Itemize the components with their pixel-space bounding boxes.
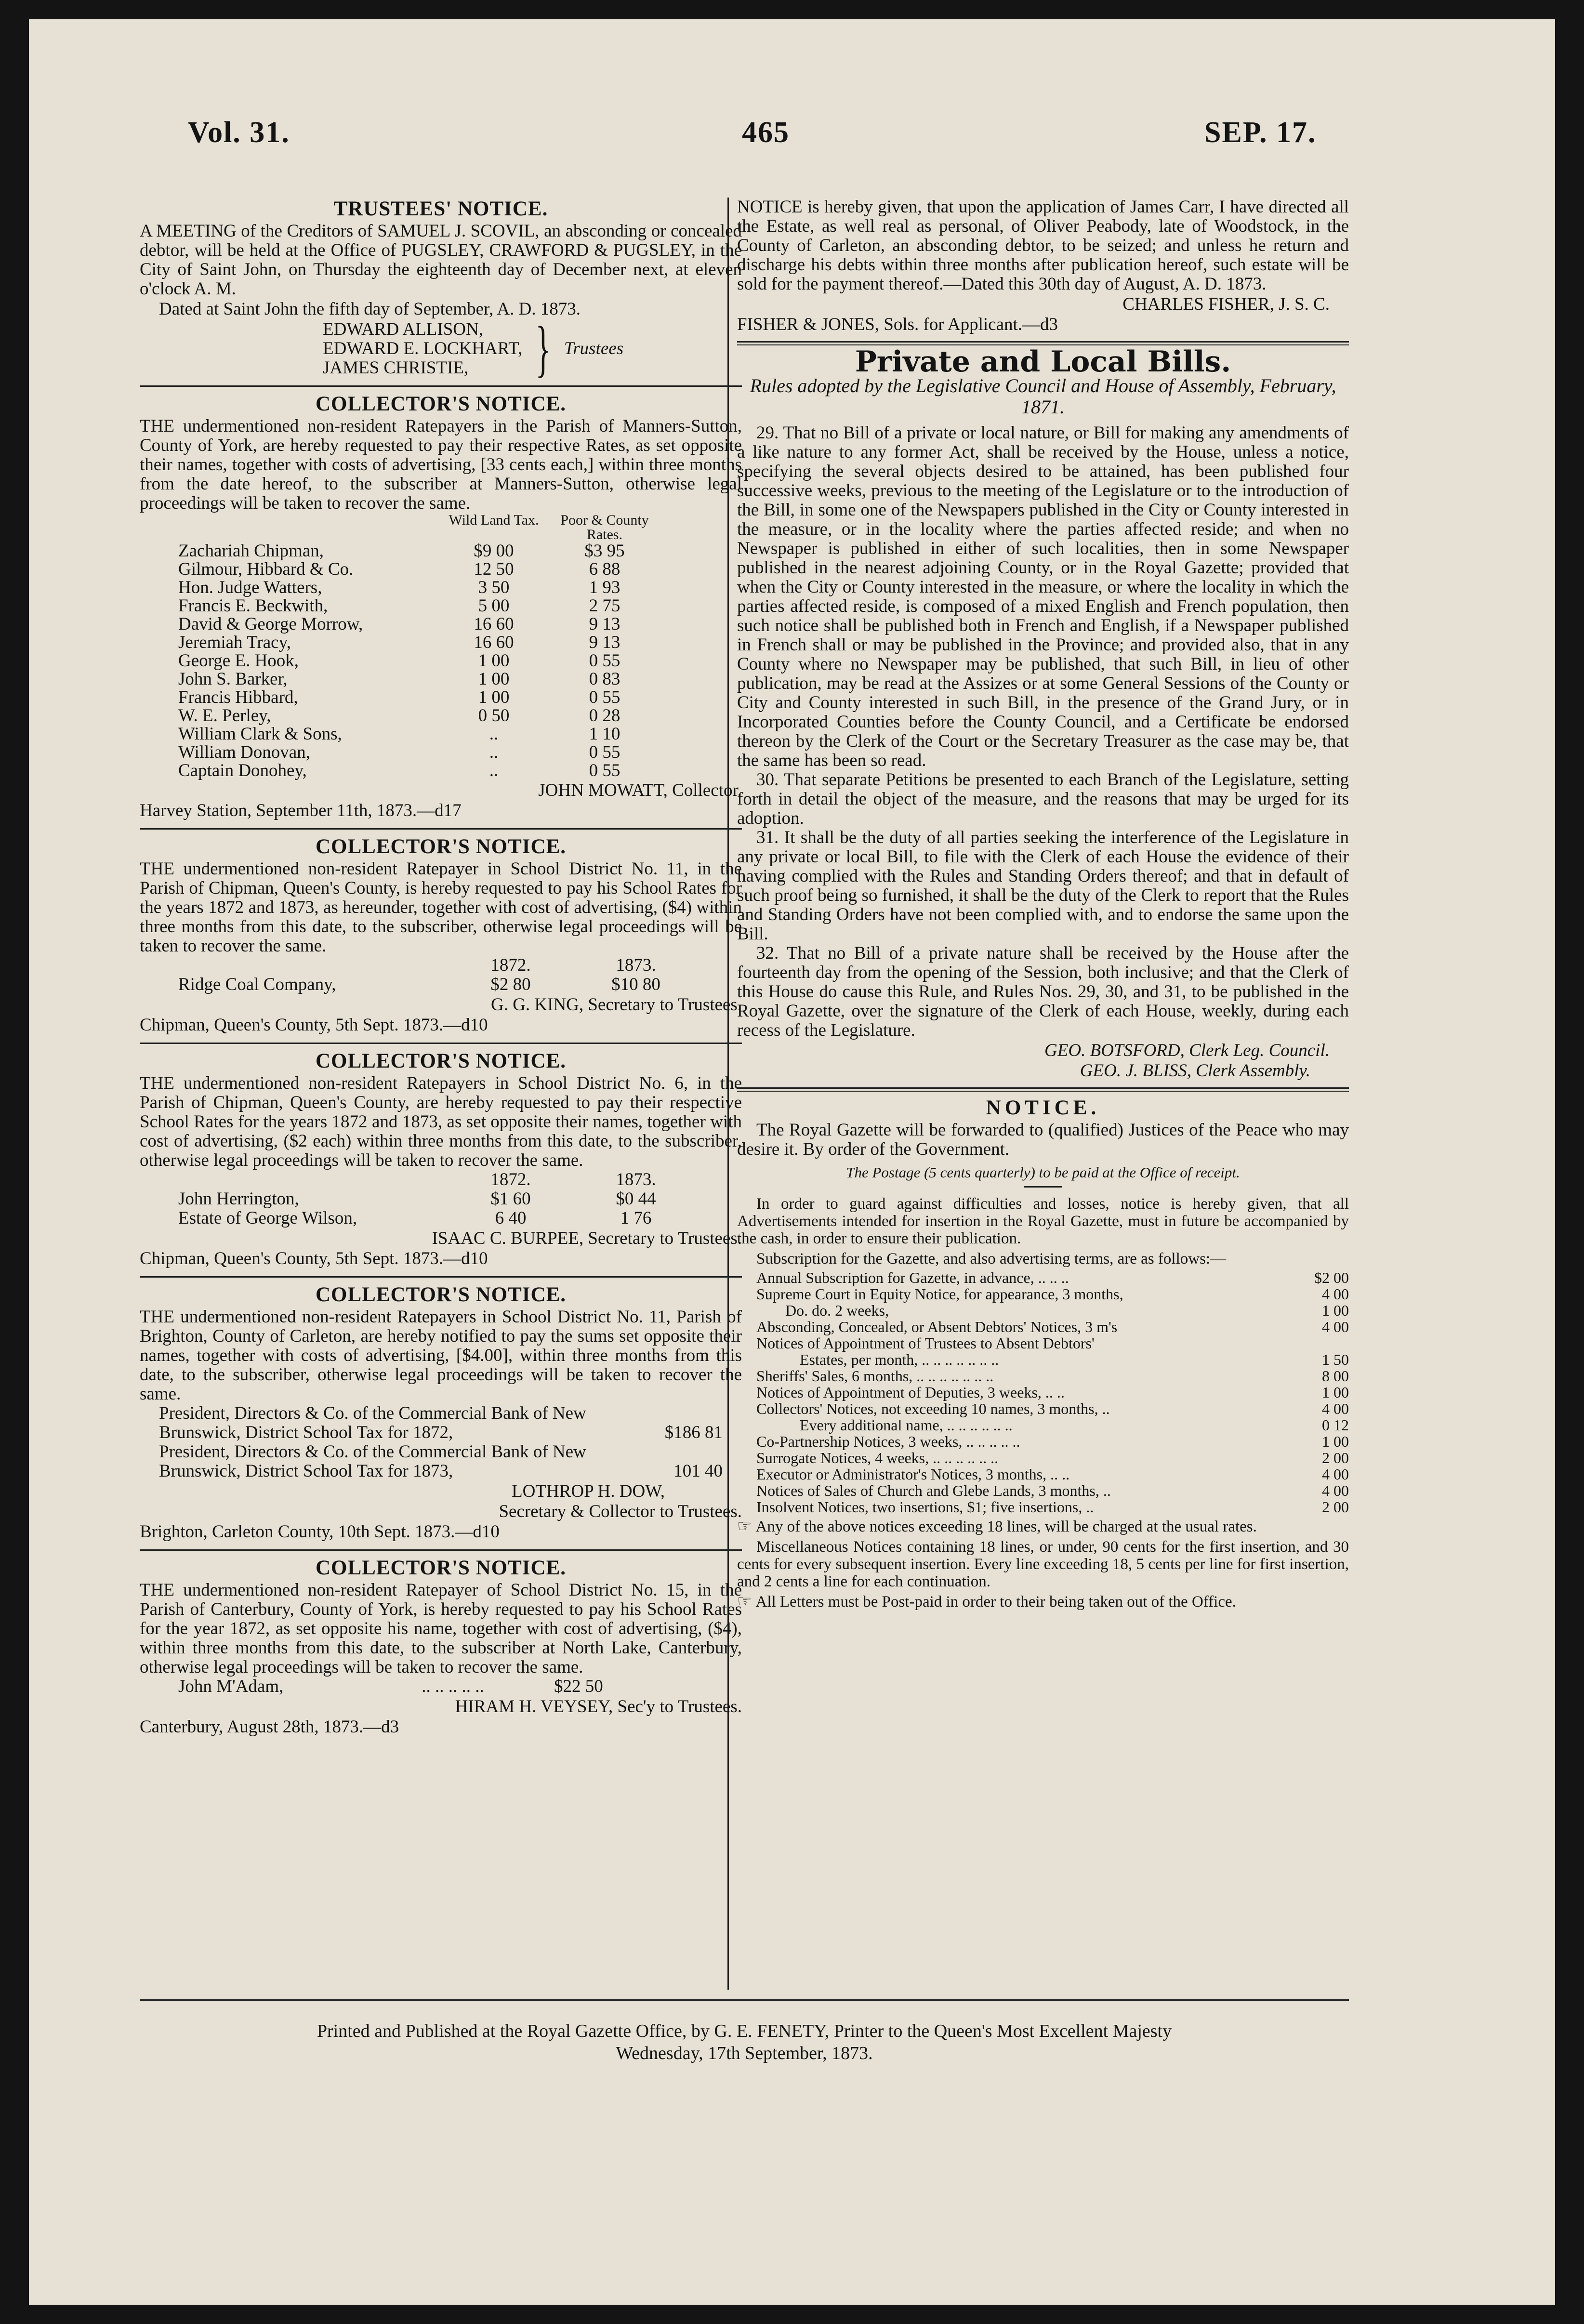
ratepayer-name: John S. Barker, [178, 669, 288, 689]
ratepayer-name: W. E. Perley, [178, 706, 271, 726]
rate-row [756, 1466, 1349, 1482]
collector-notice-4 [140, 1285, 742, 1542]
rate-row [756, 1417, 1349, 1433]
rate-amount: 2 00 [1322, 1449, 1349, 1466]
amount: 1 00 [478, 669, 510, 689]
rate-amount [1272, 1335, 1349, 1351]
divider [140, 385, 742, 387]
tax-table [159, 1404, 723, 1481]
table-row [140, 743, 660, 762]
amount: 16 60 [474, 633, 514, 652]
collector-notice-title: COLLECTOR'S NOTICE. [315, 1557, 566, 1579]
collector-notice-body: THE undermentioned non-resident Ratepayers in the Parish of Manners-Sutton, County of York, are hereby requested to pay their respective Rates, as set opposite their names, together with costs of advertising, [33 cents each,] within three months from the date hereof, to the subscriber at Manners-Sutton, otherwise legal proceedings will be taken to recover the same. [140, 416, 742, 513]
rate-row [756, 1302, 1349, 1319]
rule-29: 29. That no Bill of a private or local nature, or Bill for making any amendments of a like nature to any former Act, shall be received by the House, unless a notice, specifying the several objects desired to be attained, has been published four successive weeks, previous to the meeting of the Legislature or to the introduction of the Bill, in some one of the Newspapers published in the City or County interested in the measure, or in the locality where the parties affected reside; and when no Newspaper is published in either of such localities, then in some Newspaper published in the nearest adjoining County, or in the Royal Gazette; provided that when the City or County interested in the measure, or where the locality in which the parties affected reside, is composed of a mixed English and French population, then such notice shall be published both in French and English, if a Newspaper published in French shall or may be published in the Province; and provided also, that in any County where no Newspaper may be published, that such Bill, in lieu of other publication, may be read at the Assizes or at some General Sessions of the County or City and County interested in such Bill, in the presence of the Grand Jury, or in Incorporated Counties before the County Council, and a Certificate be endorsed thereon by the Clerk of the Court or the Secretary Treasurer as the case may be, that the same has been so read. [737, 423, 1349, 770]
carr-notice-body: NOTICE is hereby given, that upon the application of James Carr, I have directed all the Estate, as well real as personal, of Oliver Peabody, late of Woodstock, in the County of Carleton, an absconding debtor, to be seized; and unless he return and discharge his debts within three months after publication hereof, such estate will be sold for the payment thereof.—Dated this 30th day of August, A. D. 1873. [737, 197, 1349, 294]
divider [737, 1087, 1349, 1092]
imprint [140, 1999, 1349, 2064]
amount: 0 55 [589, 742, 620, 762]
amount: $10 80 [611, 975, 660, 994]
rate-label: Notices of Appointment of Deputies, 3 weeks, .. .. [756, 1384, 1065, 1401]
rate-row [756, 1499, 1349, 1515]
rate-label: Notices of Sales of Church and Glebe Lands, 3 months, .. [756, 1482, 1111, 1499]
exceeding-text: Any of the above notices exceeding 18 lines, will be charged at the usual rates. [755, 1518, 1257, 1535]
rate-row [756, 1351, 1349, 1368]
table-row [159, 1404, 723, 1442]
rate-amount: 1 50 [1322, 1351, 1349, 1368]
collector-notice-5 [140, 1558, 742, 1737]
rates-table [140, 1677, 650, 1696]
collector-notice-body: THE undermentioned non-resident Ratepayers in School District No. 6, in the Parish of Chipman, Queen's County, are hereby requested to pay their respective School Rates for the years 1872 and 1873, as set opposite their names, together with cost of advertising, ($2 each) within three months from this date, to the subscriber, otherwise legal proceedings will be taken to recover the same. [140, 1073, 742, 1170]
amount: .. [489, 724, 499, 744]
rate-amount: $2 00 [1314, 1269, 1349, 1286]
ratepayer-name: David & George Morrow, [178, 614, 363, 634]
rates-table [140, 1170, 699, 1228]
trustees-notice-dated: Dated at Saint John the fifth day of September, A. D. 1873. [159, 299, 581, 319]
divider [140, 828, 742, 830]
rate-amount: 8 00 [1322, 1367, 1349, 1385]
collector-notice-title: COLLECTOR'S NOTICE. [315, 835, 566, 858]
ratepayer-name: Ridge Coal Company, [178, 975, 336, 994]
amount: 0 55 [589, 687, 620, 707]
amount: 1 10 [589, 724, 620, 744]
year-header: 1872. [490, 1170, 531, 1189]
collector-dateline: Chipman, Queen's County, 5th Sept. 1873.—d10 [140, 1015, 488, 1035]
column-header: Wild Land Tax. [449, 512, 539, 528]
letters-text: All Letters must be Post-paid in order to their being taken out of the Office. [755, 1593, 1236, 1611]
page-number: 465 [742, 116, 790, 149]
collector-notice-body: THE undermentioned non-resident Ratepayer of School District No. 15, in the Parish of Canterbury, County of York, is hereby requested to pay his School Rates for the year 1872, as set opposite his name, together with cost of advertising, ($4), within three months from this date, to the subscriber at North Lake, Canterbury, otherwise legal proceedings will be taken to recover the same. [140, 1580, 742, 1677]
amount: 0 83 [589, 669, 620, 689]
amount: $186 81 [664, 1423, 723, 1442]
trustees-signatures [323, 314, 742, 383]
amount: 1 76 [620, 1208, 652, 1228]
rule-31: 31. It shall be the duty of all parties seeking the interference of the Legislature in any private or local Bill, to file with the Clerk of each House the evidence of their having complied with the Rules and Standing Orders thereof; and that in default of such proof being so furnished, it shall be the duty of the Clerk to report that the Rules and Standing Orders have not been complied with, and to endorse the same upon the Bill. [737, 828, 1349, 944]
trustees-notice [140, 198, 742, 383]
amount: $1 60 [490, 1189, 531, 1209]
collector-signature: JOHN MOWATT, Collector. [538, 780, 742, 800]
table-row [140, 707, 660, 725]
left-column [140, 198, 742, 1741]
ratepayer-name: Francis E. Beckwith, [178, 596, 328, 616]
ratepayer-name: Captain Donohey, [178, 761, 307, 780]
amount: 12 50 [474, 559, 514, 579]
rate-amount: 1 00 [1322, 1302, 1349, 1319]
notice-body: The Royal Gazette will be forwarded to (qualified) Justices of the Peace who may desire it. By order of the Government. [737, 1120, 1349, 1159]
collector-notice-3 [140, 1052, 742, 1268]
ratepayer-name: William Clark & Sons, [178, 724, 342, 744]
collector-signature: HIRAM H. VEYSEY, Sec'y to Trustees. [455, 1697, 742, 1717]
table-row [140, 688, 660, 707]
rule-30: 30. That separate Petitions be presented to each Branch of the Legislature, setting forth in detail the object of the measure, and the reasons that may be urged for its adoption. [737, 770, 1349, 828]
rate-amount: 0 12 [1322, 1416, 1349, 1434]
table-row [140, 579, 660, 597]
collector-notice-title: COLLECTOR'S NOTICE. [315, 393, 566, 415]
ratepayer-name: John Herrington, [178, 1189, 299, 1209]
collector-notice-1 [140, 395, 742, 820]
rate-amount: 4 00 [1322, 1285, 1349, 1303]
divider [140, 1549, 742, 1551]
trustee-name: EDWARD ALLISON, [323, 319, 483, 339]
ratepayer-name: William Donovan, [178, 742, 310, 762]
amount: 1 93 [589, 578, 620, 597]
tax-item: President, Directors & Co. of the Commercial Bank of New Brunswick, District School Tax for 1872, [159, 1403, 586, 1442]
tax-item: President, Directors & Co. of the Commercial Bank of New Brunswick, District School Tax for 1873, [159, 1442, 586, 1481]
amount: 9 13 [589, 614, 620, 634]
subscription-intro: Subscription for the Gazette, and also advertising terms, are as follows:— [756, 1250, 1227, 1268]
rate-row [756, 1384, 1349, 1400]
amount: $2 80 [490, 975, 531, 994]
rate-label: Every additional name, .. .. .. .. .. .. [800, 1416, 1013, 1434]
divider [140, 1043, 742, 1044]
trustees-notice-body: A MEETING of the Creditors of SAMUEL J. SCOVIL, an absconding or concealed debtor, will be held at the Office of PUGSLEY, CRAWFORD & PUGSLEY, in the City of Saint John, on Thursday the eighteenth day of December next, at eleven o'clock A. M. [140, 221, 742, 299]
private-local-bills [737, 345, 1349, 1081]
amount: 0 55 [589, 761, 620, 780]
rate-row [756, 1433, 1349, 1450]
table-row [140, 542, 660, 560]
collector-dateline: Canterbury, August 28th, 1873.—d3 [140, 1717, 399, 1737]
rate-amount: 4 00 [1322, 1400, 1349, 1417]
trustee-name: EDWARD E. LOCKHART, [323, 339, 523, 358]
rate-label: Sheriffs' Sales, 6 months, .. .. .. .. .. .. .. [756, 1367, 994, 1385]
collector-notice-body: THE undermentioned non-resident Ratepayer in School District No. 11, in the Parish of Chipman, Queen's County, is hereby requested to pay his School Rates for the years 1872 and 1873, as hereunder, together with cost of advertising, ($4) within three months from this date, to the subscriber, otherwise legal proceedings will be taken to recover the same. [140, 859, 742, 956]
amount: 16 60 [474, 614, 514, 634]
rate-amount: 4 00 [1322, 1482, 1349, 1499]
rate-label: Absconding, Concealed, or Absent Debtors' Notices, 3 m's [756, 1318, 1118, 1335]
ratepayer-name: Gilmour, Hibbard & Co. [178, 559, 354, 579]
amount: $9 00 [474, 541, 514, 561]
rate-amount: 1 00 [1322, 1433, 1349, 1450]
table-row [140, 1209, 699, 1228]
rate-label: Executor or Administrator's Notices, 3 months, .. .. [756, 1466, 1070, 1483]
divider [1024, 1186, 1062, 1188]
rates-table [140, 513, 660, 780]
rate-row [756, 1335, 1349, 1351]
table-row [140, 652, 660, 670]
collector-notice-2 [140, 837, 742, 1035]
gazette-notice [737, 1098, 1349, 1611]
amount: 6 40 [495, 1208, 527, 1228]
collector-dateline: Chipman, Queen's County, 5th Sept. 1873.—d10 [140, 1249, 488, 1268]
collector-dateline: Brighton, Carleton County, 10th Sept. 1873.—d10 [140, 1522, 500, 1542]
table-row [140, 1677, 650, 1696]
rate-amount: 4 00 [1322, 1318, 1349, 1335]
rate-label: Do. do. 2 weeks, [785, 1302, 889, 1319]
ratepayer-name: Estate of George Wilson, [178, 1208, 357, 1228]
amount: .. [489, 742, 499, 762]
amount: 0 28 [589, 706, 620, 726]
year-header: 1873. [616, 955, 656, 975]
gazette-page [29, 19, 1555, 2305]
rate-row [756, 1286, 1349, 1302]
amount: 101 40 [673, 1461, 723, 1481]
amount: 0 55 [589, 651, 620, 671]
clerk-signature: GEO. BOTSFORD, Clerk Leg. Council. [1044, 1041, 1330, 1060]
table-row [140, 560, 660, 579]
misc-notices: Miscellaneous Notices containing 18 lines, or under, 90 cents for the first insertion, and 30 cents for every subsequent insertion. Every line exceeding 18, 5 cents per line for first insertion, and 2 cents a line for each continuation. [737, 1538, 1349, 1590]
rate-label: Notices of Appointment of Trustees to Absent Debtors' [756, 1334, 1095, 1352]
collector-notice-body: THE undermentioned non-resident Ratepayers in School District No. 11, Parish of Brighton, County of Carleton, are hereby notified to pay the sums set opposite their names, together with costs of advertising, [$4.00], within three months from this date, to the subscriber, otherwise legal proceedings will be taken to recover the same. [140, 1307, 742, 1404]
collector-notice-title: COLLECTOR'S NOTICE. [315, 1283, 566, 1306]
rate-amount: 4 00 [1322, 1466, 1349, 1483]
table-row [140, 597, 660, 615]
imprint-date: Wednesday, 17th September, 1873. [616, 2043, 873, 2063]
bills-title: Private and Local Bills. [855, 345, 1231, 379]
rates-table [140, 956, 699, 994]
carr-notice [737, 198, 1349, 334]
amount: 2 75 [589, 596, 620, 616]
column-header: Poor & County Rates. [560, 512, 649, 542]
brace-glyph: } [535, 314, 551, 383]
divider [140, 1999, 1349, 2001]
issue-date: SEP. 17. [1204, 116, 1317, 149]
solicitors-line: FISHER & JONES, Sols. for Applicant.—d3 [737, 315, 1058, 334]
imprint-line: Printed and Published at the Royal Gazette Office, by G. E. FENETY, Printer to the Queen's Most Excellent Majesty [317, 2021, 1172, 2041]
amount: 6 88 [589, 559, 620, 579]
amount: 9 13 [589, 633, 620, 652]
amount: 1 00 [478, 651, 510, 671]
collector-signature: Secretary & Collector to Trustees. [499, 1502, 742, 1521]
volume-label: Vol. 31. [188, 116, 290, 149]
notice-title: NOTICE. [986, 1096, 1100, 1119]
rule-32: 32. That no Bill of a private nature shall be received by the House after the fourteenth day from the opening of the Session, both inclusive; and that the Clerk of this House do cause this Rule, and Rules Nos. 29, 30, and 31, to be published in the Royal Gazette, over the signature of the Clerk of each House, weekly, during each recess of the Legislature. [737, 943, 1349, 1040]
rate-label: Supreme Court in Equity Notice, for appearance, 3 months, [756, 1285, 1123, 1303]
ratepayer-name: Jeremiah Tracy, [178, 633, 291, 652]
year-header: 1873. [616, 1170, 656, 1189]
right-column [737, 198, 1349, 1614]
collector-signature: LOTHROP H. DOW, [512, 1481, 665, 1501]
divider [140, 1276, 742, 1278]
collector-dateline: Harvey Station, September 11th, 1873.—d17 [140, 801, 462, 820]
amount: 1 00 [478, 687, 510, 707]
trustee-name: JAMES CHRISTIE, [323, 358, 469, 378]
ratepayer-name: Zachariah Chipman, [178, 541, 324, 561]
rate-row [756, 1368, 1349, 1384]
rate-amount: 1 00 [1322, 1384, 1349, 1401]
collector-signature: ISAAC C. BURPEE, Secretary to Trustees. [432, 1228, 742, 1248]
ratepayer-name: Hon. Judge Watters, [178, 578, 322, 597]
postage-note: The Postage (5 cents quarterly) to be paid at the Office of receipt. [846, 1164, 1240, 1181]
rate-label: Estates, per month, .. .. .. .. .. .. .. [800, 1351, 999, 1368]
clerk-signature: GEO. J. BLISS, Clerk Assembly. [1080, 1061, 1310, 1081]
leader-dots: .. .. .. .. .. [422, 1677, 484, 1696]
rate-label: Surrogate Notices, 4 weeks, .. .. .. .. .. .. [756, 1449, 999, 1466]
ratepayer-name: George E. Hook, [178, 651, 299, 671]
table-row [140, 762, 660, 780]
ratepayer-name: John M'Adam, [178, 1677, 284, 1696]
rate-label: Insolvent Notices, two insertions, $1; five insertions, .. [756, 1498, 1094, 1516]
rate-row [756, 1482, 1349, 1499]
rate-row [756, 1400, 1349, 1417]
collector-signature: G. G. KING, Secretary to Trustees. [490, 995, 742, 1015]
pointing-hand-icon: ☞ [737, 1518, 752, 1535]
amount: .. [489, 761, 499, 780]
rate-row [756, 1319, 1349, 1335]
amount: 0 50 [478, 706, 510, 726]
rate-label: Annual Subscription for Gazette, in advance, .. .. .. [756, 1269, 1069, 1286]
table-row [159, 1442, 723, 1481]
judge-signature: CHARLES FISHER, J. S. C. [1122, 294, 1330, 314]
rate-amount: 2 00 [1322, 1498, 1349, 1516]
amount: $3 95 [584, 541, 625, 561]
ratepayer-name: Francis Hibbard, [178, 687, 298, 707]
pointing-hand-icon: ☞ [737, 1593, 752, 1611]
table-row [140, 1189, 699, 1209]
table-row [140, 725, 660, 743]
amount: $22 50 [554, 1677, 603, 1696]
rate-label: Co-Partnership Notices, 3 weeks, .. .. .. .. .. [756, 1433, 1020, 1450]
table-row [140, 634, 660, 652]
table-row [140, 615, 660, 634]
rate-label: Collectors' Notices, not exceeding 10 names, 3 months, .. [756, 1400, 1110, 1417]
trustees-notice-title: TRUSTEES' NOTICE. [333, 198, 548, 220]
trustees-label: Trustees [564, 339, 624, 358]
advertising-rates-table [756, 1269, 1349, 1515]
amount: $0 44 [616, 1189, 656, 1209]
guard-notice: In order to guard against difficulties and losses, notice is hereby given, that all Advertisements intended for insertion in the Royal Gazette, must in future be accompanied by the cash, in order to ensure their publication. [737, 1195, 1349, 1247]
amount: 3 50 [478, 578, 510, 597]
table-row [140, 975, 699, 994]
bills-subtitle: Rules adopted by the Legislative Council and House of Assembly, February, 1871. [750, 375, 1336, 418]
amount: 5 00 [478, 596, 510, 616]
exceeding-note [737, 1518, 1349, 1535]
collector-notice-title: COLLECTOR'S NOTICE. [315, 1050, 566, 1072]
rate-row [756, 1450, 1349, 1466]
year-header: 1872. [490, 955, 531, 975]
letters-note [737, 1593, 1349, 1611]
rate-row [756, 1269, 1349, 1286]
table-row [140, 670, 660, 688]
